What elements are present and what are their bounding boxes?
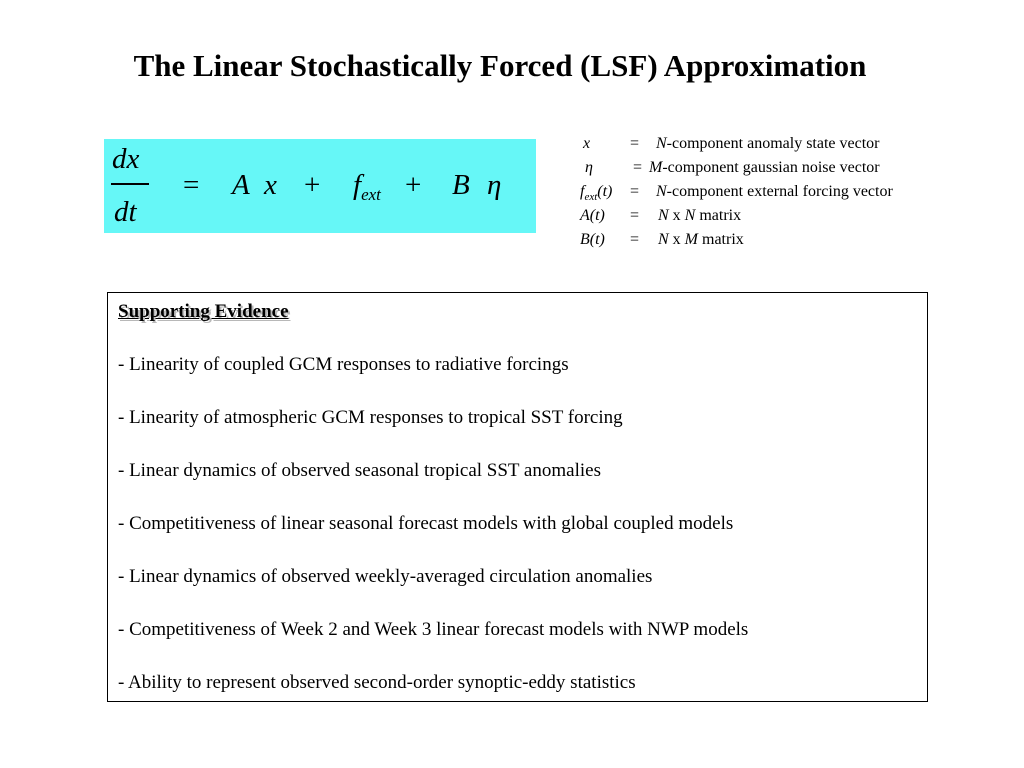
evidence-heading: Supporting Evidence <box>118 301 289 322</box>
def-symbol: B(t) <box>580 231 605 248</box>
def-description: M-component gaussian noise vector <box>649 159 880 176</box>
definition-row <box>580 228 1000 252</box>
fraction-bar <box>111 183 149 185</box>
evidence-item: - Competitiveness of linear seasonal forecast models with global coupled models <box>118 513 734 534</box>
eq-denominator: dt <box>114 196 137 228</box>
eq-plus-1: + <box>304 169 321 201</box>
def-symbol: x <box>583 135 591 152</box>
def-symbol: $f_{ext}(t)$ <box>580 183 613 204</box>
eq-forcing-f <box>353 169 381 202</box>
def-description: N-component external forcing vector <box>656 183 893 200</box>
def-equals: = <box>630 183 640 200</box>
definition-row <box>580 132 1000 156</box>
evidence-item: - Linear dynamics of observed weekly-averaged circulation anomalies <box>118 566 653 587</box>
evidence-item: - Ability to represent observed second-order synoptic-eddy statistics <box>118 672 636 693</box>
eq-state-x: x <box>264 169 277 201</box>
eq-forcing-f-letter: f <box>353 169 362 201</box>
eq-noise-eta: η <box>487 169 502 201</box>
eq-matrix-a: A <box>232 169 250 201</box>
def-description: N x N matrix <box>658 207 742 224</box>
evidence-item: - Linearity of atmospheric GCM responses to tropical SST forcing <box>118 407 623 428</box>
def-equals: = <box>630 207 640 224</box>
def-description: N-component anomaly state vector <box>656 135 880 152</box>
def-description: N x M matrix <box>658 231 744 248</box>
def-equals: = <box>630 231 640 248</box>
eq-matrix-b: B <box>452 169 470 201</box>
definition-row <box>580 204 1000 228</box>
evidence-item: - Competitiveness of Week 2 and Week 3 linear forecast models with NWP models <box>118 619 749 640</box>
eq-plus-2: + <box>405 169 422 201</box>
evidence-item: - Linear dynamics of observed seasonal tropical SST anomalies <box>118 460 601 481</box>
definition-row <box>580 156 1000 180</box>
slide-title: The Linear Stochastically Forced (LSF) Approximation <box>133 48 867 83</box>
def-equals: = <box>630 135 640 152</box>
def-symbol: η <box>585 159 593 176</box>
def-equals: = <box>633 159 643 176</box>
def-symbol: A(t) <box>580 207 605 224</box>
eq-forcing-sub: ext <box>361 185 381 204</box>
eq-numerator: dx <box>112 143 140 175</box>
definition-row <box>580 180 1000 204</box>
variable-definitions <box>580 132 1000 252</box>
evidence-item: - Linearity of coupled GCM responses to radiative forcings <box>118 354 569 375</box>
supporting-evidence-box <box>107 292 928 702</box>
eq-equals: = <box>183 169 200 201</box>
